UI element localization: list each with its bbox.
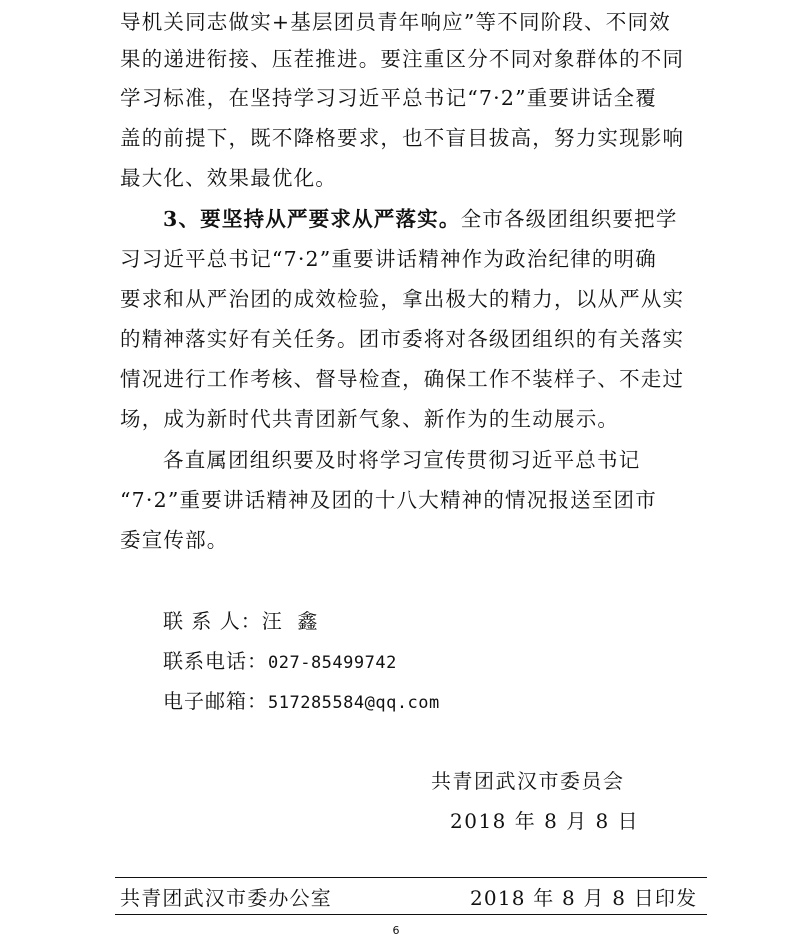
point3-line-5: 情况进行工作考核、督导检查，确保工作不装样子、不走过 [120, 367, 685, 391]
contact-email-label: 电子邮箱： [163, 689, 268, 713]
page-number: 6 [392, 924, 400, 937]
footer-issuer: 共青团武汉市委办公室 [120, 886, 332, 910]
point3-line-2: 习习近平总书记“7·2”重要讲话精神作为政治纪律的明确 [120, 247, 657, 271]
closing-line-2: “7·2”重要讲话精神及团的十八大精神的情况报送至团市 [120, 488, 657, 512]
contact-person-label: 联 系 人： [163, 609, 262, 633]
paragraph1-line-1: 导机关同志做实+基层团员青年响应”等不同阶段、不同效 [120, 10, 671, 34]
contact-email [163, 687, 440, 717]
footer-top-rule [115, 877, 707, 878]
signature-org: 共青团武汉市委员会 [431, 769, 625, 793]
closing-line-3: 委宣传部。 [120, 528, 229, 552]
contact-email-value: 517285584@qq.com [268, 693, 440, 713]
point3-line-3: 要求和从严治团的成效检验，拿出极大的精力，以从严从实 [120, 287, 685, 311]
contact-phone [163, 647, 397, 677]
point3-line-4: 的精神落实好有关任务。团市委将对各级团组织的有关落实 [120, 327, 685, 351]
paragraph1-line-3: 学习标准，在坚持学习习近平总书记“7·2”重要讲话全覆 [120, 86, 657, 110]
footer-issue-date: 2018 年 8 月 8 日印发 [470, 886, 698, 910]
paragraph1-line-4: 盖的前提下，既不降格要求，也不盲目拔高，努力实现影响 [120, 126, 685, 150]
signature-date: 2018 年 8 月 8 日 [450, 809, 640, 833]
point3-heading: 3、要坚持从严要求从严落实。 [163, 207, 461, 231]
contact-phone-value: 027-85499742 [268, 653, 397, 673]
contact-phone-label: 联系电话： [163, 649, 268, 673]
contact-person-value: 汪 鑫 [261, 609, 319, 633]
paragraph1-line-5: 最大化、效果最优化。 [120, 166, 337, 190]
paragraph1-line-2: 果的递进衔接、压茬推进。要注重区分不同对象群体的不同 [120, 47, 685, 71]
footer-bottom-rule [115, 914, 707, 915]
point3-first-line-text: 全市各级团组织要把学 [460, 207, 678, 231]
point3-first-line [163, 205, 678, 233]
point3-line-6: 场，成为新时代共青团新气象、新作为的生动展示。 [120, 407, 620, 431]
contact-person [163, 607, 318, 635]
closing-line-1: 各直属团组织要及时将学习宣传贯彻习近平总书记 [163, 448, 641, 472]
